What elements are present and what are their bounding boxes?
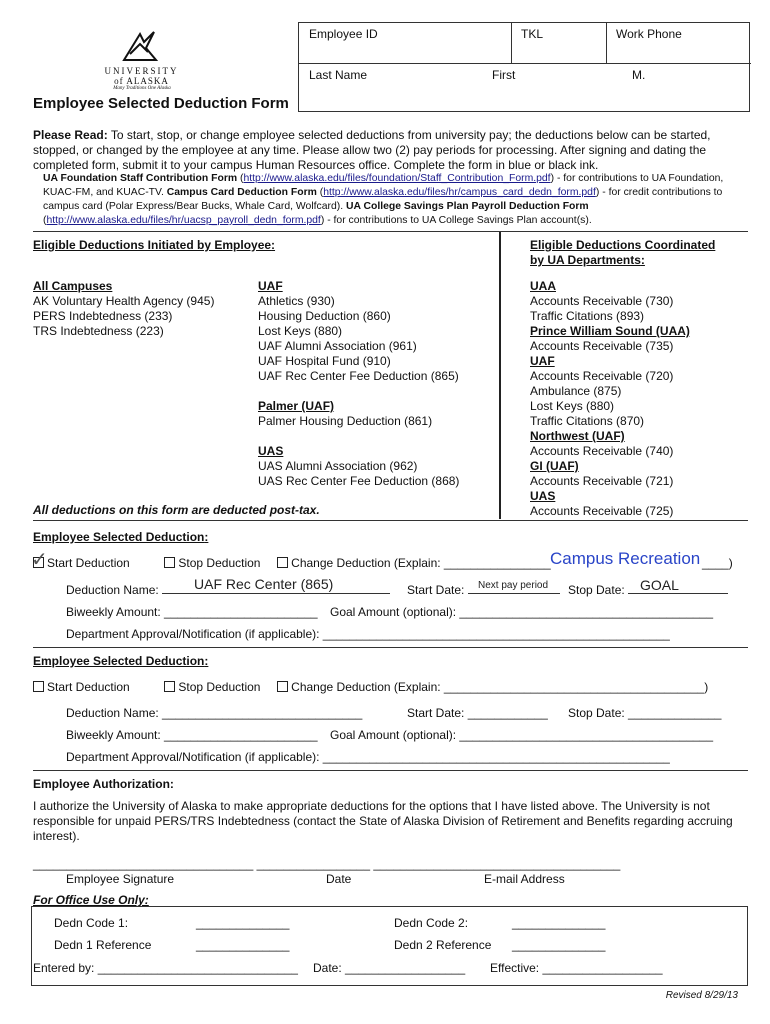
revision-date: Revised 8/29/13 xyxy=(665,990,738,1001)
coordinated-heading: Eligible Deductions Coordinated by UA Departments: xyxy=(530,238,716,267)
dept-approval-2[interactable]: Department Approval/Notification (if applicable): ____________________________________________________ xyxy=(66,750,670,764)
stop-date-1-value[interactable]: GOAL xyxy=(640,577,679,593)
signature-lines[interactable]: _________________________________ _________________ _____________________________________ xyxy=(33,857,621,871)
logo-tagline: Many Traditions One Alaska xyxy=(113,86,171,91)
intro-paragraph: Please Read: To start, stop, or change employee selected deductions from university pay; the deductions below can be started, stopped, or changed by the employee at any time. Please allow two (2) pay periods for processing. After signing and dating the completed form, submit it to your campus Human Resources office. Complete the form in blue or black ink. xyxy=(33,128,711,172)
biweekly-amount-2[interactable]: Biweekly Amount: _______________________ xyxy=(66,728,318,742)
staff-contribution-link[interactable]: http://www.alaska.edu/files/foundation/Staff_Contribution_Form.pdf xyxy=(243,173,551,184)
dedn-code-2-label: Dedn Code 2: xyxy=(394,916,469,930)
signature-label: Employee Signature xyxy=(66,872,175,886)
stop-deduction-1-checkbox[interactable]: Stop Deduction xyxy=(164,556,260,570)
campus-card-link[interactable]: http://www.alaska.edu/files/hr/campus_card_dedn_form.pdf xyxy=(323,187,596,198)
entered-by-field[interactable]: Entered by: ______________________________ xyxy=(33,961,298,975)
date-label: Date xyxy=(326,872,352,886)
deduction-1-heading: Employee Selected Deduction: xyxy=(33,530,209,544)
form-title: Employee Selected Deduction Form xyxy=(33,95,289,112)
coordinated-list: UAA Accounts Receivable (730) Traffic Citations (893) Prince William Sound (UAA) Accounts Receivable (735) UAF Accounts Receivable (720) Ambulance (875) Lost Keys (880) Traffic Citations (870) Northwest (UAF) Accounts Receivable (740) GI (UAF) Accounts Receivable (721) UAS Accounts Receivable (725) xyxy=(530,279,690,518)
dedn-code-1-label: Dedn Code 1: xyxy=(54,916,129,930)
deduction-name-1[interactable]: Deduction Name: xyxy=(66,582,390,597)
dedn-2-ref-field[interactable]: ______________ xyxy=(512,938,606,952)
start-deduction-1-checkbox[interactable]: ✓ Start Deduction xyxy=(31,549,130,571)
stop-date-2[interactable]: Stop Date: ______________ xyxy=(568,706,722,720)
effective-field[interactable]: Effective: __________________ xyxy=(490,961,663,975)
start-date-1-value[interactable]: Next pay period xyxy=(478,580,549,591)
stop-date-1[interactable]: Stop Date: xyxy=(568,582,728,597)
first-name-field[interactable]: First xyxy=(492,68,516,82)
work-phone-field[interactable]: Work Phone xyxy=(616,27,682,41)
deduction-name-2[interactable]: Deduction Name: ______________________________ xyxy=(66,706,363,720)
related-forms: UA Foundation Staff Contribution Form (http://www.alaska.edu/files/foundation/Staff_Contribution_Form.pdf) - for contributions to UA Foundation, KUAC-FM, and KUAC-TV. Campus Card Deduction Form (http://www.alaska.edu/files/hr/campus_card_dedn_form.pdf) - for credit contributions to campus card (Polar Express/Bear Bucks, Whale Card, Wolfcard). UA College Savings Plan Payroll Deduction Form (http://www.alaska.edu/files/hr/uacsp_payroll_dedn_form.pdf) - for contributions to UA College Savings Plan account(s). xyxy=(43,173,724,226)
start-deduction-2-checkbox[interactable]: Start Deduction xyxy=(33,680,130,694)
goal-amount-2[interactable]: Goal Amount (optional): ______________________________________ xyxy=(330,728,714,742)
tkl-field[interactable]: TKL xyxy=(521,27,544,41)
deduction-1-options xyxy=(31,549,551,571)
post-tax-note: All deductions on this form are deducted post-tax. xyxy=(33,503,320,517)
start-date-2[interactable]: Start Date: ____________ xyxy=(407,706,548,720)
dedn-code-1-field[interactable]: ______________ xyxy=(196,916,290,930)
dept-approval-1[interactable]: Department Approval/Notification (if applicable): ____________________________________________________ xyxy=(66,627,670,641)
change-deduction-1-checkbox[interactable]: Change Deduction (Explain: ________________ xyxy=(277,556,551,570)
university-logo-icon xyxy=(120,30,160,64)
deduction-name-1-value[interactable]: UAF Rec Center (865) xyxy=(194,576,334,592)
change-deduction-2-checkbox[interactable]: Change Deduction (Explain: _______________________________________) xyxy=(277,680,708,694)
dedn-1-ref-label: Dedn 1 Reference xyxy=(54,938,152,952)
stop-deduction-2-checkbox[interactable]: Stop Deduction xyxy=(164,680,260,694)
deduction-2-heading: Employee Selected Deduction: xyxy=(33,654,209,668)
authorization-text: I authorize the University of Alaska to make appropriate deductions for the options that I have listed above. The University is not responsible for unpaid PERS/TRS Indebtedness (contact the State of Alaska Division of Retirement and Benefits regarding accruing interest). xyxy=(33,799,733,843)
office-use-heading: For Office Use Only: xyxy=(33,893,149,907)
employee-initiated-heading: Eligible Deductions Initiated by Employee: xyxy=(33,238,276,252)
deduction-2-options xyxy=(33,680,708,694)
college-savings-link[interactable]: http://www.alaska.edu/files/hr/uacsp_payroll_dedn_form.pdf xyxy=(46,215,321,226)
explain-value-1[interactable]: Campus Recreation xyxy=(550,549,701,568)
logo-wordmark: UNIVERSITY of ALASKA xyxy=(104,66,179,86)
employee-id-field[interactable]: Employee ID xyxy=(309,27,378,41)
dedn-2-ref-label: Dedn 2 Reference xyxy=(394,938,492,952)
column-divider xyxy=(499,232,501,519)
biweekly-amount-1[interactable]: Biweekly Amount: _______________________ xyxy=(66,605,318,619)
all-campuses-list: All Campuses AK Voluntary Health Agency (945) PERS Indebtedness (233) TRS Indebtedness (223) xyxy=(33,279,215,338)
email-label: E-mail Address xyxy=(484,872,565,886)
start-date-1[interactable]: Start Date: xyxy=(407,582,560,597)
middle-initial-field[interactable]: M. xyxy=(632,68,646,82)
dedn-1-ref-field[interactable]: ______________ xyxy=(196,938,290,952)
goal-amount-1[interactable]: Goal Amount (optional): ______________________________________ xyxy=(330,605,714,619)
last-name-field[interactable]: Last Name xyxy=(309,68,368,82)
office-date-field[interactable]: Date: __________________ xyxy=(313,961,466,975)
dedn-code-2-field[interactable]: ______________ xyxy=(512,916,606,930)
employee-id-box xyxy=(298,22,750,112)
authorization-heading: Employee Authorization: xyxy=(33,777,174,791)
uaf-list: UAF Athletics (930) Housing Deduction (860) Lost Keys (880) UAF Alumni Association (961) UAF Hospital Fund (910) UAF Rec Center Fee Deduction (865) Palmer (UAF) Palmer Housing Deduction (861) UAS UAS Alumni Association (962) UAS Rec Center Fee Deduction (868) xyxy=(258,279,460,488)
